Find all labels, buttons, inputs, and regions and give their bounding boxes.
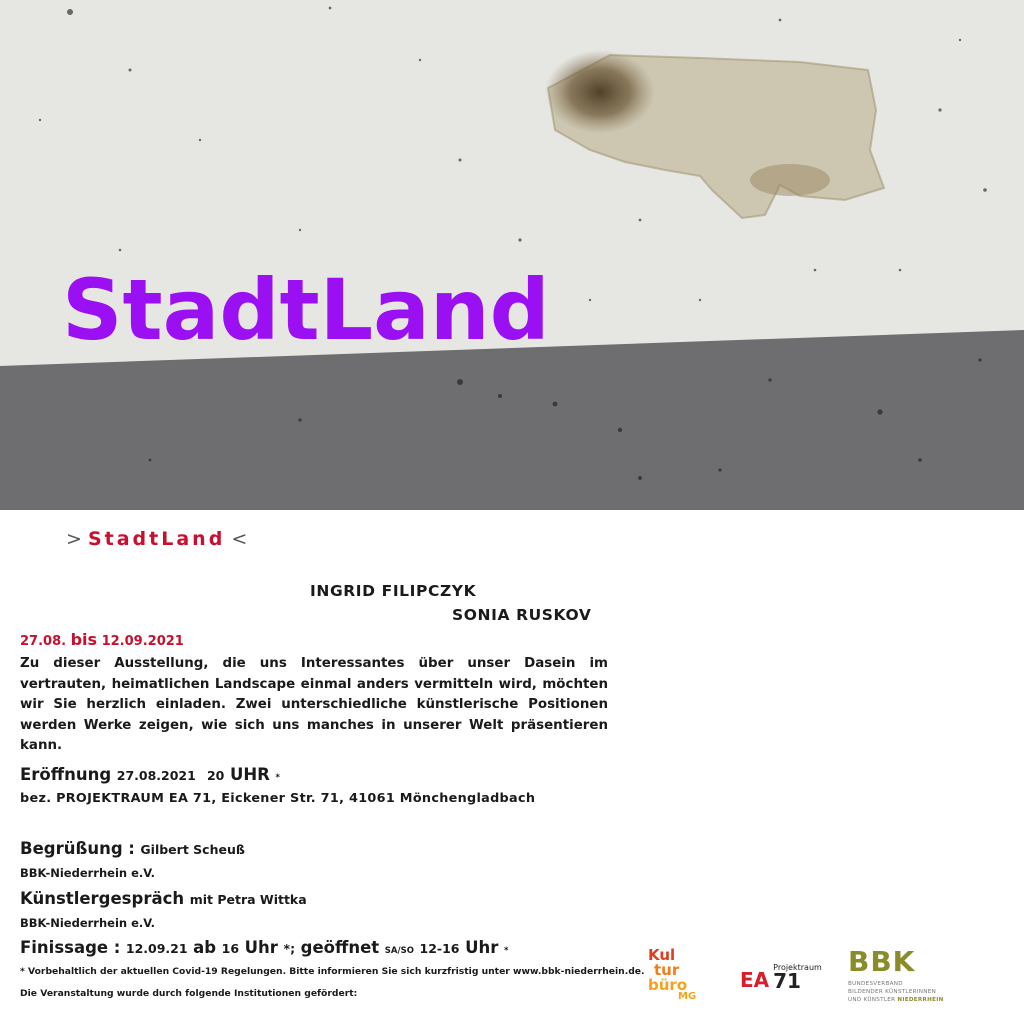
kulturbuero-line-1: Kul: [648, 946, 676, 964]
bbk-line-2: BILDENDER KÜNSTLERINNEN: [848, 989, 937, 995]
talk-person: mit Petra Wittka: [189, 892, 307, 907]
hero-photo: [0, 0, 1024, 510]
artist-name-1: INGRID FILIPCZYK: [310, 582, 477, 600]
finissage-open-label: geöffnet: [300, 938, 380, 957]
kulturbuero-line-2: tur: [654, 961, 680, 979]
ea-label: Projektraum: [773, 963, 822, 972]
talk-line: [20, 889, 307, 908]
ea-letters: EA: [740, 968, 770, 992]
welcome-line: [20, 839, 245, 858]
finissage-time: 16: [221, 941, 240, 956]
hero-title: StadtLand: [62, 261, 550, 359]
section-kicker: [66, 528, 247, 550]
bbk-line-1: BUNDESVERBAND: [848, 981, 903, 987]
kicker-close-bracket: <: [231, 528, 248, 550]
kicker-title: StadtLand: [87, 528, 226, 550]
finissage-sep: :: [113, 938, 121, 957]
stain-core: [545, 50, 655, 134]
welcome-person: Gilbert Scheuß: [140, 842, 245, 857]
bbk-line-3: [848, 996, 944, 1004]
bbk-logo: [848, 945, 944, 1004]
kulturbuero-suffix: MG: [678, 991, 697, 1002]
talk-org: BBK-Niederrhein e.V.: [20, 916, 156, 930]
date-end: 12.09.2021: [101, 634, 184, 649]
finissage-line: [20, 938, 508, 957]
bbk-line-3-text: UND KÜNSTLER: [848, 997, 896, 1003]
kicker-open-bracket: >: [66, 528, 82, 550]
opening-time: 20: [206, 768, 225, 783]
ea-number: 71: [773, 969, 801, 993]
intro-paragraph: Zu dieser Ausstellung, die uns Interessantes über unser Dasein im vertrauten, heimatlichen Landscape einmal anders vermitteln wird, möchten wir Sie herzlich einladen. Zwei unterschiedliche künstlerische Positionen werden Werke zeigen, wie sich uns manches in unserer Welt präsentieren kann.: [20, 656, 608, 753]
finissage-uhr: Uhr: [244, 938, 278, 957]
finissage-uhr2: Uhr: [465, 938, 499, 957]
finissage-hours: 12-16: [419, 941, 460, 956]
talk-label: Künstlergespräch: [20, 889, 185, 908]
opening-date: 27.08.2021: [116, 768, 196, 783]
stain-edge: [750, 164, 830, 196]
finissage-ab: ab: [193, 938, 217, 957]
opening-line: [20, 765, 280, 784]
projektraum-ea71-logo: [740, 963, 822, 993]
bbk-subtitle: [848, 980, 944, 1004]
opening-star: *: [275, 773, 280, 783]
bbk-line-3-accent: NIEDERRHEIN: [897, 997, 944, 1003]
finissage-date: 12.09.21: [125, 941, 188, 956]
venue-line: bez. PROJEKTRAUM EA 71, Eickener Str. 71, 41061 Mönchengladbach: [20, 791, 536, 806]
bbk-letters: BBK: [848, 945, 916, 978]
welcome-label: Begrüßung: [20, 839, 123, 858]
welcome-org: BBK-Niederrhein e.V.: [20, 866, 156, 880]
wall-photo-graphic: [0, 0, 1024, 510]
finissage-star: *;: [283, 941, 296, 956]
date-start: 27.08.: [20, 634, 67, 649]
welcome-sep: :: [128, 839, 135, 858]
artist-name-2: SONIA RUSKOV: [452, 606, 592, 624]
finissage-days: SA/SO: [384, 946, 414, 956]
opening-label: Eröffnung: [20, 765, 112, 784]
covid-note: * Vorbehaltlich der aktuellen Covid-19 Regelungen. Bitte informieren Sie sich kurzfristig unter www.bbk-niederrhein.de.: [20, 966, 645, 977]
date-bis: bis: [70, 630, 98, 649]
kulturbuero-logo: [648, 948, 708, 1004]
opening-uhr: UHR: [229, 765, 270, 784]
ea-right: [773, 963, 822, 993]
finissage-label: Finissage: [20, 938, 109, 957]
exhibition-dates: [20, 630, 184, 649]
sponsor-note: Die Veranstaltung wurde durch folgende Institutionen gefördert:: [20, 988, 358, 999]
kulturbuero-line-3: büro: [648, 976, 688, 994]
finissage-star2: *: [503, 946, 509, 956]
